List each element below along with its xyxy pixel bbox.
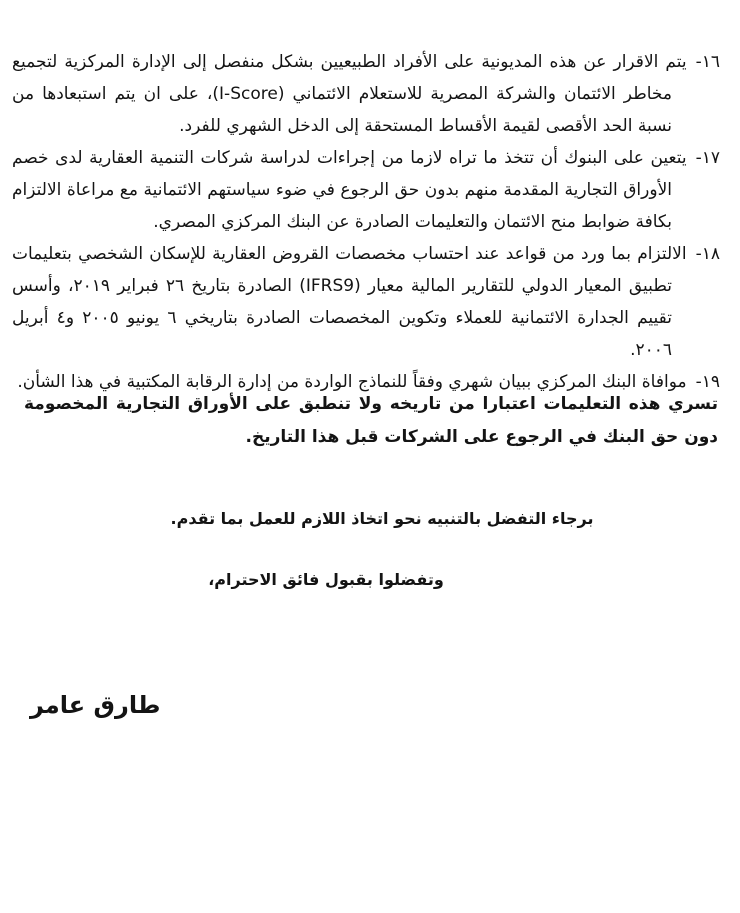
action-request-line: برجاء التفضل بالتنبيه نحو اتخاذ اللازم للعمل بما تقدم. <box>170 509 594 528</box>
item-18-number: ١٨- <box>695 244 720 264</box>
item-18-text: الالتزام بما ورد من قواعد عند احتساب مخصصات القروض العقارية للإسكان الشخصي بتعليمات تطبيق المعيار الدولي للتقارير المالية معيار (IFRS9) الصادرة بتاريخ ٢٦ فبراير ٢٠١٩، وأسس تقييم الجدارة الائتمانية للعملاء وتكوين المخصصات الصادرة بتاريخي ٦ يونيو ٢٠٠٥ و٤ أبريل ٢٠٠٦. <box>12 244 687 360</box>
closing-salutation: وتفضلوا بقبول فائق الاحترام، <box>208 570 444 589</box>
item-16-number: ١٦- <box>695 52 720 72</box>
list-item-18 <box>12 238 720 366</box>
item-17-text: يتعين على البنوك أن تتخذ ما تراه لازما من إجراءات لدراسة شركات التنمية العقارية لدى خصم الأوراق التجارية المقدمة منهم بدون حق الرجوع في ضوء سياستهم الائتمانية مع مراعاة الالتزام بكافة ضوابط منح الائتمان والتعليمات الصادرة عن البنك المركزي المصري. <box>12 148 687 232</box>
effectiveness-note: تسري هذه التعليمات اعتبارا من تاريخه ولا تنطبق على الأوراق التجارية المخصومة دون حق البنك في الرجوع على الشركات قبل هذا التاريخ. <box>24 394 718 447</box>
signature-name: طارق عامر <box>30 691 161 719</box>
numbered-instructions-list <box>12 46 720 398</box>
item-19-number: ١٩- <box>695 372 720 392</box>
list-item-17 <box>12 142 720 238</box>
list-item-16 <box>12 46 720 142</box>
item-19-text: موافاة البنك المركزي ببيان شهري وفقاً للنماذج الواردة من إدارة الرقابة المكتبية في هذا الشأن. <box>17 372 687 392</box>
item-16-text: يتم الاقرار عن هذه المديونية على الأفراد الطبيعيين بشكل منفصل إلى الإدارة المركزية لتجميع مخاطر الائتمان والشركة المصرية للاستعلام الائتماني (I-Score)، على ان يتم استبعادها من نسبة الحد الأقصى لقيمة الأقساط المستحقة إلى الدخل الشهري للفرد. <box>12 52 687 136</box>
item-17-number: ١٧- <box>695 148 720 168</box>
